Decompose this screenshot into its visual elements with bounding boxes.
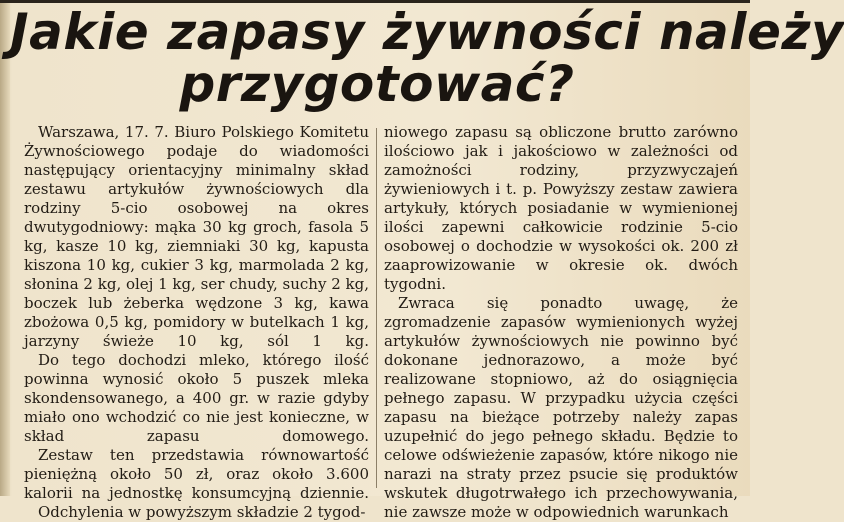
paragraph-4: Odchylenia w powyższym składzie 2 tygod- [38, 503, 366, 521]
paragraph-3: Zestaw ten przedstawia równowartość pieniężną około 50 zł, oraz około 3.600 kalorii na jednostkę konsumcyjną dziennie. [24, 446, 369, 502]
page-edge-shadow [0, 0, 10, 496]
left-column [24, 123, 369, 522]
right-column [384, 123, 738, 522]
paragraph-5: niowego zapasu są obliczone brutto zarówno ilościowo jak i jakościowo w zależności od zamożności rodziny, przyzwyczajeń żywieniowych i t. p. Powyższy zestaw zawiera artykuły, których posiadanie w wymienionej ilości zapewni całkowicie rodzinie 5-cio osobowej o dochodzie w wysokości ok. 200 zł zaaprowizowanie w okresie ok. dwóch tygodni. [384, 123, 738, 293]
paragraph-2: Do tego dochodzi mleko, którego ilość powinna wynosić około 5 puszek mleka skondensowanego, a 400 gr. w razie gdyby miało ono wchodzić co nie jest konieczne, w skład zapasu domowego. [24, 351, 369, 445]
column-divider [376, 128, 377, 488]
headline-line-1: Jakie zapasy żywności należy [10, 3, 844, 61]
paragraph-6: Zwraca się ponadto uwagę, że zgromadzenie zapasów wymienionych wyżej artykułów żywnościowych nie powinno być dokonane jednorazowo, a może być realizowane stopniowo, aż do osiągnięcia pełnego zapasu. W przypadku użycia części zapasu na bieżące potrzeby należy zapas uzupełnić do jego pełnego składu. Będzie to celowe odświeżenie zapasów, które nikogo nie narazi na straty przez psucie się produktów wskutek długotrwałego ich przechowywania, nie zawsze może w odpowiednich warunkach [384, 294, 738, 521]
headline-line-2: przygotować? [179, 55, 575, 113]
paragraph-1: Warszawa, 17. 7. Biuro Polskiego Komitetu Żywnościowego podaje do wiadomości następujący orientacyjny minimalny skład zestawu artykułów żywnościowych dla rodziny 5-cio osobowej na okres dwutygodniowy: mąka 30 kg groch, fasola 5 kg, kasze 10 kg, ziemniaki 30 kg, kapusta kiszona 10 kg, cukier 3 kg, marmolada 2 kg, słonina 2 kg, olej 1 kg, ser chudy, suchy 2 kg, boczek lub żeberka wędzone 3 kg, kawa zbożowa 0,5 kg, pomidory w butelkach 1 kg, jarzyny świeże 10 kg, sól 1 kg. [24, 123, 369, 350]
headline [10, 3, 844, 113]
